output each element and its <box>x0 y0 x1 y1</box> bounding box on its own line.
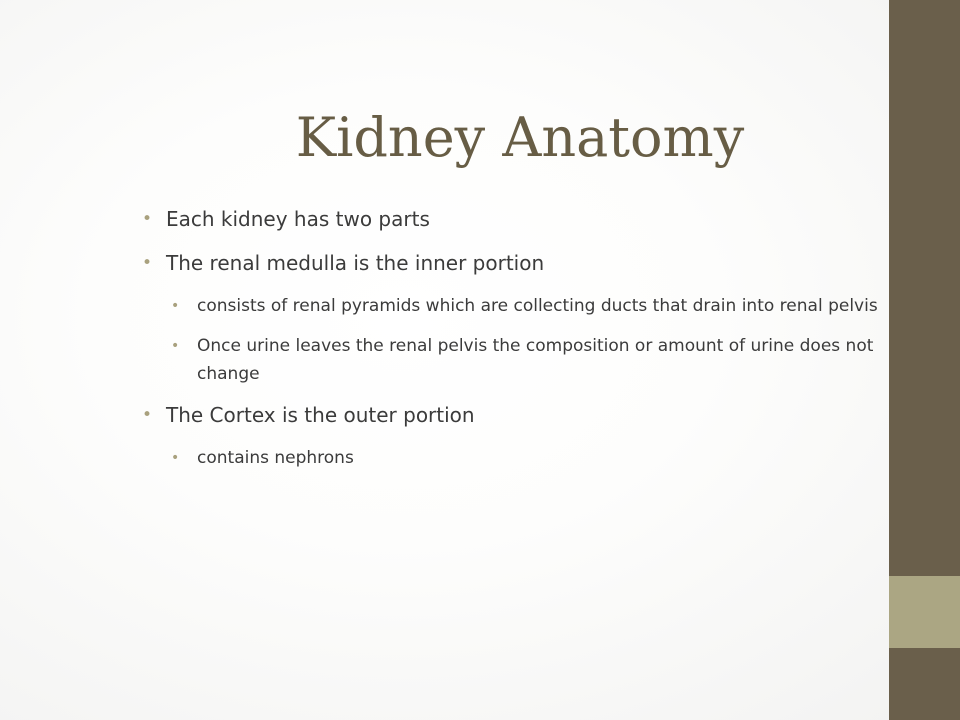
list-item <box>140 332 913 388</box>
list-item <box>140 248 930 278</box>
bullet-icon: • <box>142 253 153 273</box>
sidebar-accent-band <box>889 576 960 648</box>
list-item <box>140 444 913 472</box>
sub-bullet-text: contains nephrons <box>197 448 354 468</box>
sub-bullet-text: consists of renal pyramids which are collecting ducts that drain into renal pelvis <box>197 296 878 316</box>
bullet-icon: • <box>142 405 153 425</box>
list-item <box>140 400 930 430</box>
bullet-text: Each kidney has two parts <box>166 207 430 231</box>
bullet-text: The Cortex is the outer portion <box>166 403 475 427</box>
sub-bullet-icon: • <box>171 298 180 314</box>
bullet-text: The renal medulla is the inner portion <box>166 251 545 275</box>
bullet-icon: • <box>142 209 153 229</box>
sub-bullet-text: Once urine leaves the renal pelvis the composition or amount of urine does not change <box>197 336 874 384</box>
list-item <box>140 292 913 320</box>
bullet-list <box>140 204 930 484</box>
slide-title: Kidney Anatomy <box>295 106 745 169</box>
sub-bullet-icon: • <box>171 450 180 466</box>
list-item <box>140 204 930 234</box>
sub-bullet-icon: • <box>171 338 180 354</box>
